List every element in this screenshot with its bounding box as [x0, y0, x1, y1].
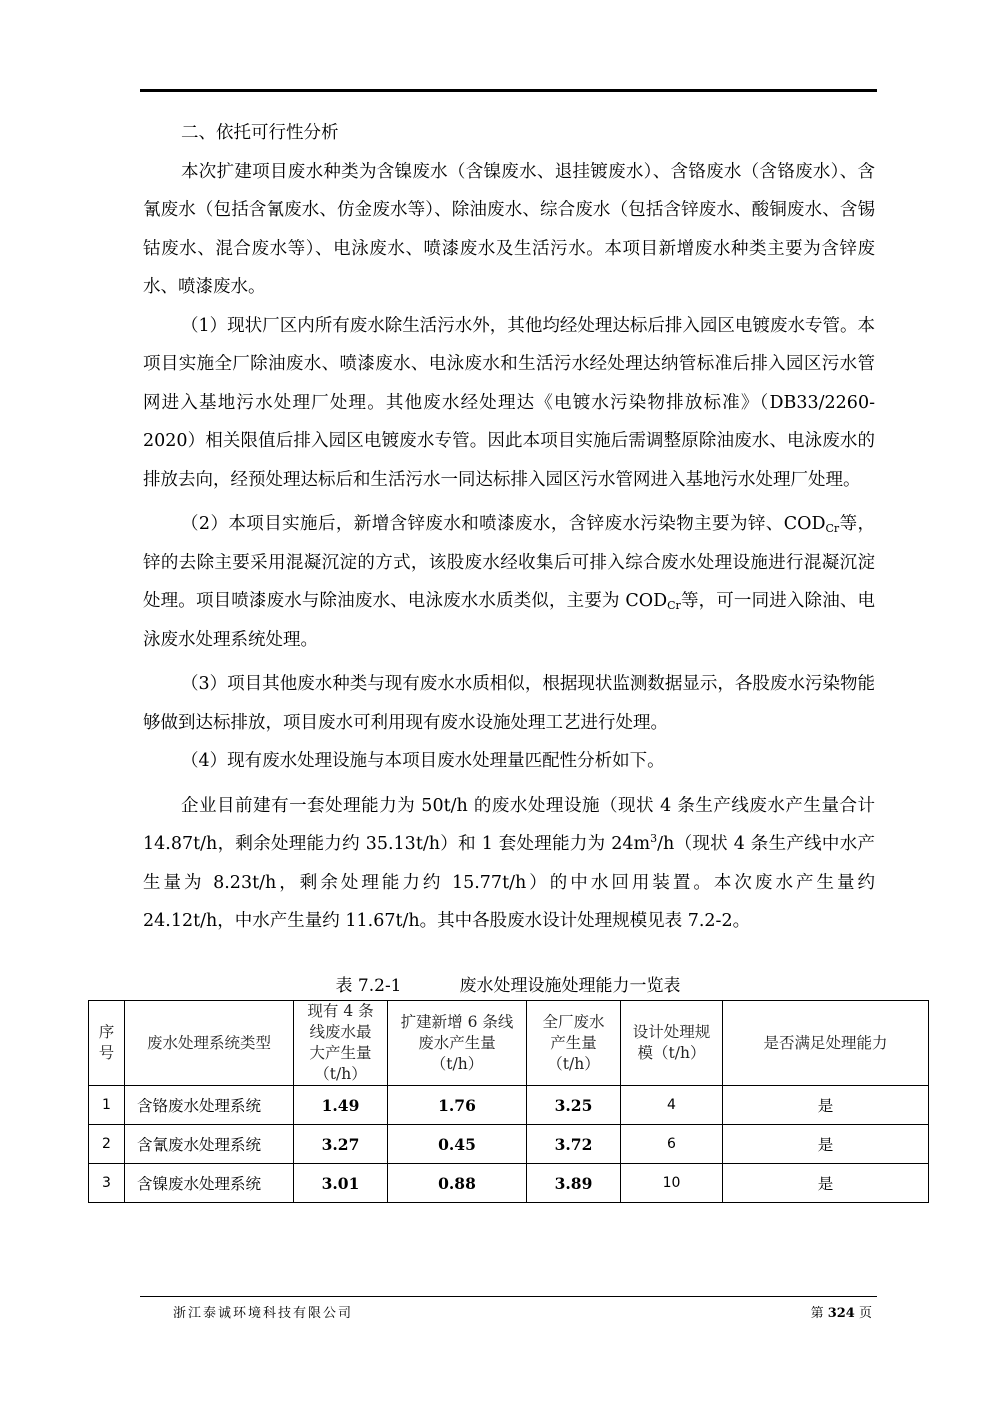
intro-paragraph: 本次扩建项目废水种类为含镍废水（含镍废水、退挂镀废水）、含铬废水（含铬废水）、含氰废水（包括含氰废水、仿金废水等）、除油废水、综合废水（包括含锌废水、酸铜废水、含锡钴废水、混合废水等）、电泳废水、喷漆废水及生活污水。本项目新增废水种类主要为含锌废水、喷漆废水。	[143, 161, 875, 297]
item-1-paragraph: （1）现状厂区内所有废水除生活污水外，其他均经处理达标后排入园区电镀废水专管。本项目实施全厂除油废水、喷漆废水、电泳废水和生活污水经处理达纳管标准后排入园区污水管网进入基地污水处理厂处理。其他废水经处理达《电镀水污染物排放标准》（DB33/2260-2020）相关限值后排入园区电镀废水专管。因此本项目实施后需调整原除油废水、电泳废水的排放去向，经预处理达标后和生活污水一同达标排入园区污水管网进入基地污水处理厂处理。	[143, 315, 875, 490]
cell-existing-output: 3.27	[294, 1125, 388, 1164]
table-row	[89, 1125, 929, 1164]
table-caption	[88, 973, 928, 999]
header-system-type: 废水处理系统类型	[125, 1001, 294, 1086]
cell-design-capacity: 6	[621, 1125, 723, 1164]
item-2-part-1: （2）本项目实施后，新增含锌废水和喷漆废水，含锌废水污染物主要为锌、COD	[181, 514, 826, 534]
capacity-paragraph	[143, 787, 875, 941]
cell-total-output: 3.25	[527, 1086, 621, 1125]
cell-design-capacity: 4	[621, 1086, 723, 1125]
cell-meets-capacity: 是	[723, 1086, 929, 1125]
page-suffix: 页	[854, 1306, 872, 1321]
header-meets-capacity: 是否满足处理能力	[723, 1001, 929, 1086]
header-design-capacity: 设计处理规模（t/h）	[621, 1001, 723, 1086]
item-4-paragraph: （4）现有废水处理设施与本项目废水处理量匹配性分析如下。	[181, 751, 665, 771]
section-heading: 二、依托可行性分析	[181, 123, 339, 143]
cell-new-output: 1.76	[388, 1086, 527, 1125]
header-existing-output: 现有 4 条线废水最大产生量（t/h）	[294, 1001, 388, 1086]
item-2-part-2: 等，锌的去除主要采用混凝沉淀的方式，该股废水经收集后可排入综合废水处理设施进行混凝沉淀处理。项目喷漆废水与除油废水、电泳废水水质类似，主要为 COD	[143, 514, 875, 611]
footer-company: 浙江泰诚环境科技有限公司	[173, 1306, 354, 1321]
document-body	[143, 114, 875, 941]
cell-existing-output: 1.49	[294, 1086, 388, 1125]
cod-subscript: Cr	[825, 522, 840, 535]
cell-meets-capacity: 是	[723, 1164, 929, 1203]
capacity-part-2: /h（现状 4 条生产线中水产生量为 8.23t/h，剩余处理能力约 15.77t/h）的中水回用装置。本次废水产生量约 24.12t/h，中水产生量约 11.67t/h。其中各股废水设计处理规模见表 7.2-2。	[143, 834, 875, 931]
cell-index: 1	[89, 1086, 125, 1125]
header-rule	[140, 89, 877, 92]
footer-rule	[140, 1296, 877, 1297]
cell-design-capacity: 10	[621, 1164, 723, 1203]
item-2-paragraph	[143, 505, 875, 659]
item-3-paragraph: （3）项目其他废水种类与现有废水水质相似，根据现状监测数据显示，各股废水污染物能够做到达标排放，项目废水可利用现有废水设施处理工艺进行处理。	[143, 674, 875, 733]
cubic-superscript: 3	[650, 832, 658, 845]
cell-index: 2	[89, 1125, 125, 1164]
header-index: 序号	[89, 1001, 125, 1086]
header-total-output: 全厂废水产生量（t/h）	[527, 1001, 621, 1086]
cell-total-output: 3.89	[527, 1164, 621, 1203]
cell-new-output: 0.88	[388, 1164, 527, 1203]
table-caption-number: 表 7.2-1	[335, 976, 402, 996]
page-number: 324	[827, 1306, 855, 1321]
capacity-table	[88, 1000, 929, 1203]
header-new-output: 扩建新增 6 条线废水产生量（t/h）	[388, 1001, 527, 1086]
cell-total-output: 3.72	[527, 1125, 621, 1164]
item-2-part-3: 等，可一同进入除油、电泳废水处理系统处理。	[143, 591, 875, 650]
table-row	[89, 1164, 929, 1203]
cod-subscript: Cr	[667, 599, 681, 612]
table-row	[89, 1086, 929, 1125]
footer-page-number	[811, 1302, 872, 1321]
cell-existing-output: 3.01	[294, 1164, 388, 1203]
cell-system-type: 含铬废水处理系统	[125, 1086, 294, 1125]
cell-system-type: 含镍废水处理系统	[125, 1164, 294, 1203]
cell-meets-capacity: 是	[723, 1125, 929, 1164]
cell-new-output: 0.45	[388, 1125, 527, 1164]
table-caption-title: 废水处理设施处理能力一览表	[459, 976, 681, 996]
page-prefix: 第	[810, 1306, 828, 1321]
table-header-row	[89, 1001, 929, 1086]
cell-system-type: 含氰废水处理系统	[125, 1125, 294, 1164]
cell-index: 3	[89, 1164, 125, 1203]
capacity-part-1: 企业目前建有一套处理能力为 50t/h 的废水处理设施（现状 4 条生产线废水产生量合计 14.87t/h，剩余处理能力约 35.13t/h）和 1 套处理能力为 24m	[143, 795, 875, 854]
